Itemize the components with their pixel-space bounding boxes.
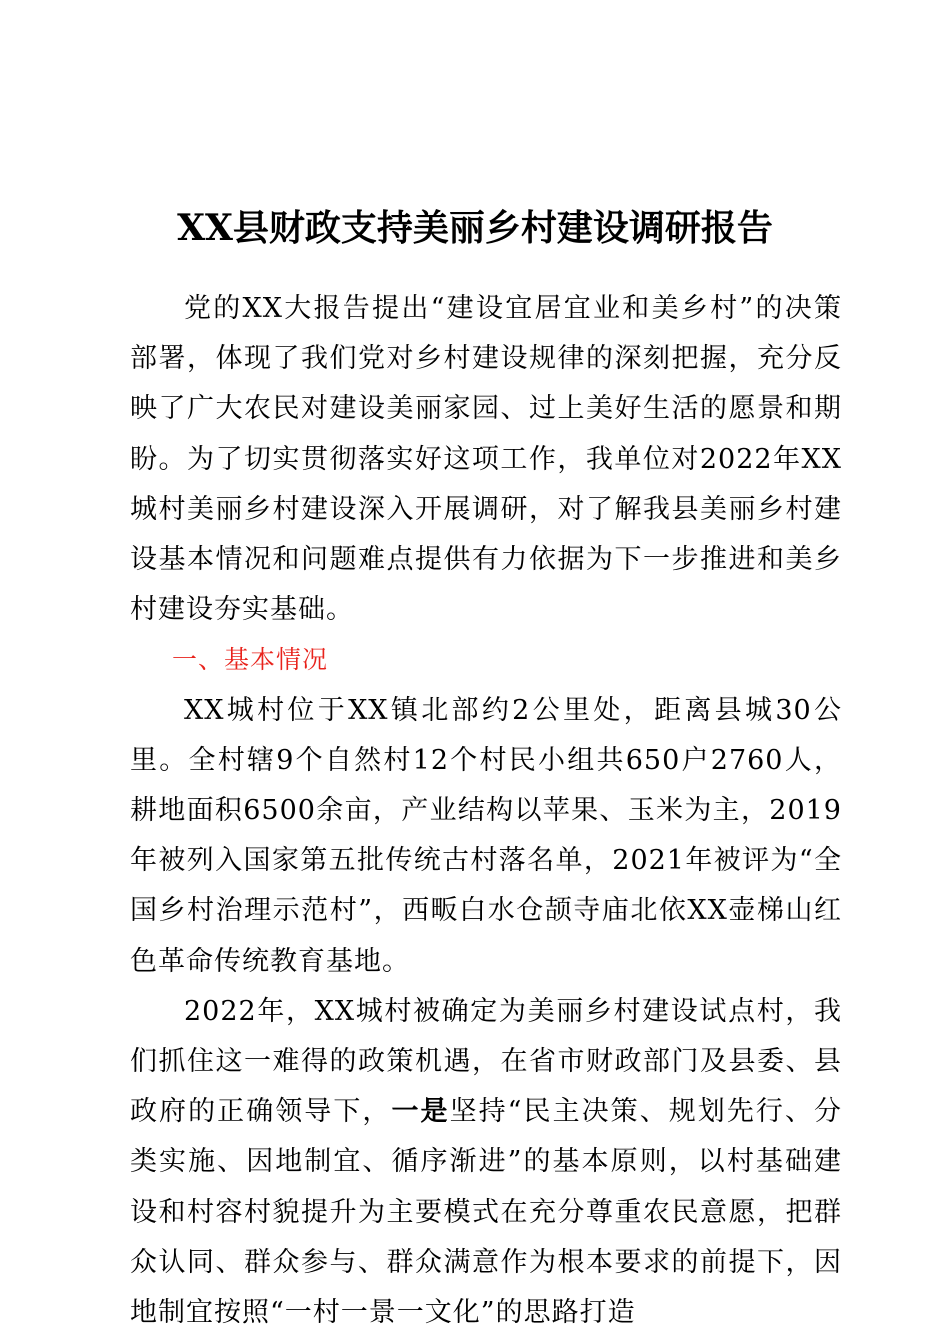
document-body [130, 284, 842, 1338]
document-title: XX县财政支持美丽乡村建设调研报告 [177, 207, 773, 249]
pilot-text-before: 2022年，XX城村被确定为美丽乡村建设试点村，我们抓住这一难得的政策机遇，在省市财政部门及县委、县政府的正确领导下， [130, 995, 842, 1128]
pilot-point-marker: 一是 [391, 1096, 450, 1128]
intro-paragraph: 党的XX大报告提出“建设宜居宜业和美乡村”的决策部署，体现了我们党对乡村建设规律的深刻把握，充分反映了广大农民对建设美丽家园、过上美好生活的愿景和期盼。为了切实贯彻落实好这项工作，我单位对2022年XX城村美丽乡村建设深入开展调研，对了解我县美丽乡村建设基本情况和问题难点提供有力依据为下一步推进和美乡村建设夯实基础。 [130, 293, 842, 626]
section-heading-basic-situation: 一、基本情况 [172, 645, 329, 675]
village-overview-paragraph: XX城村位于XX镇北部约2公里处，距离县城30公里。全村辖9个自然村12个村民小组共650户2760人，耕地面积6500余亩，产业结构以苹果、玉米为主，2019年被列入国家第五批传统古村落名单，2021年被评为“全国乡村治理示范村”，西畈白水仓颉寺庙北依XX壶梯山红色革命传统教育基地。 [130, 694, 842, 977]
pilot-village-paragraph [130, 987, 842, 1338]
pilot-text-after: 坚持“民主决策、规划先行、分类实施、因地制宜、循序渐进”的基本原则，以村基础建设和村容村貌提升为主要模式在充分尊重农民意愿，把群众认同、群众参与、群众满意作为根本要求的前提下，因地制宜按照“一村一景一文化”的思路打造 [130, 1096, 843, 1329]
